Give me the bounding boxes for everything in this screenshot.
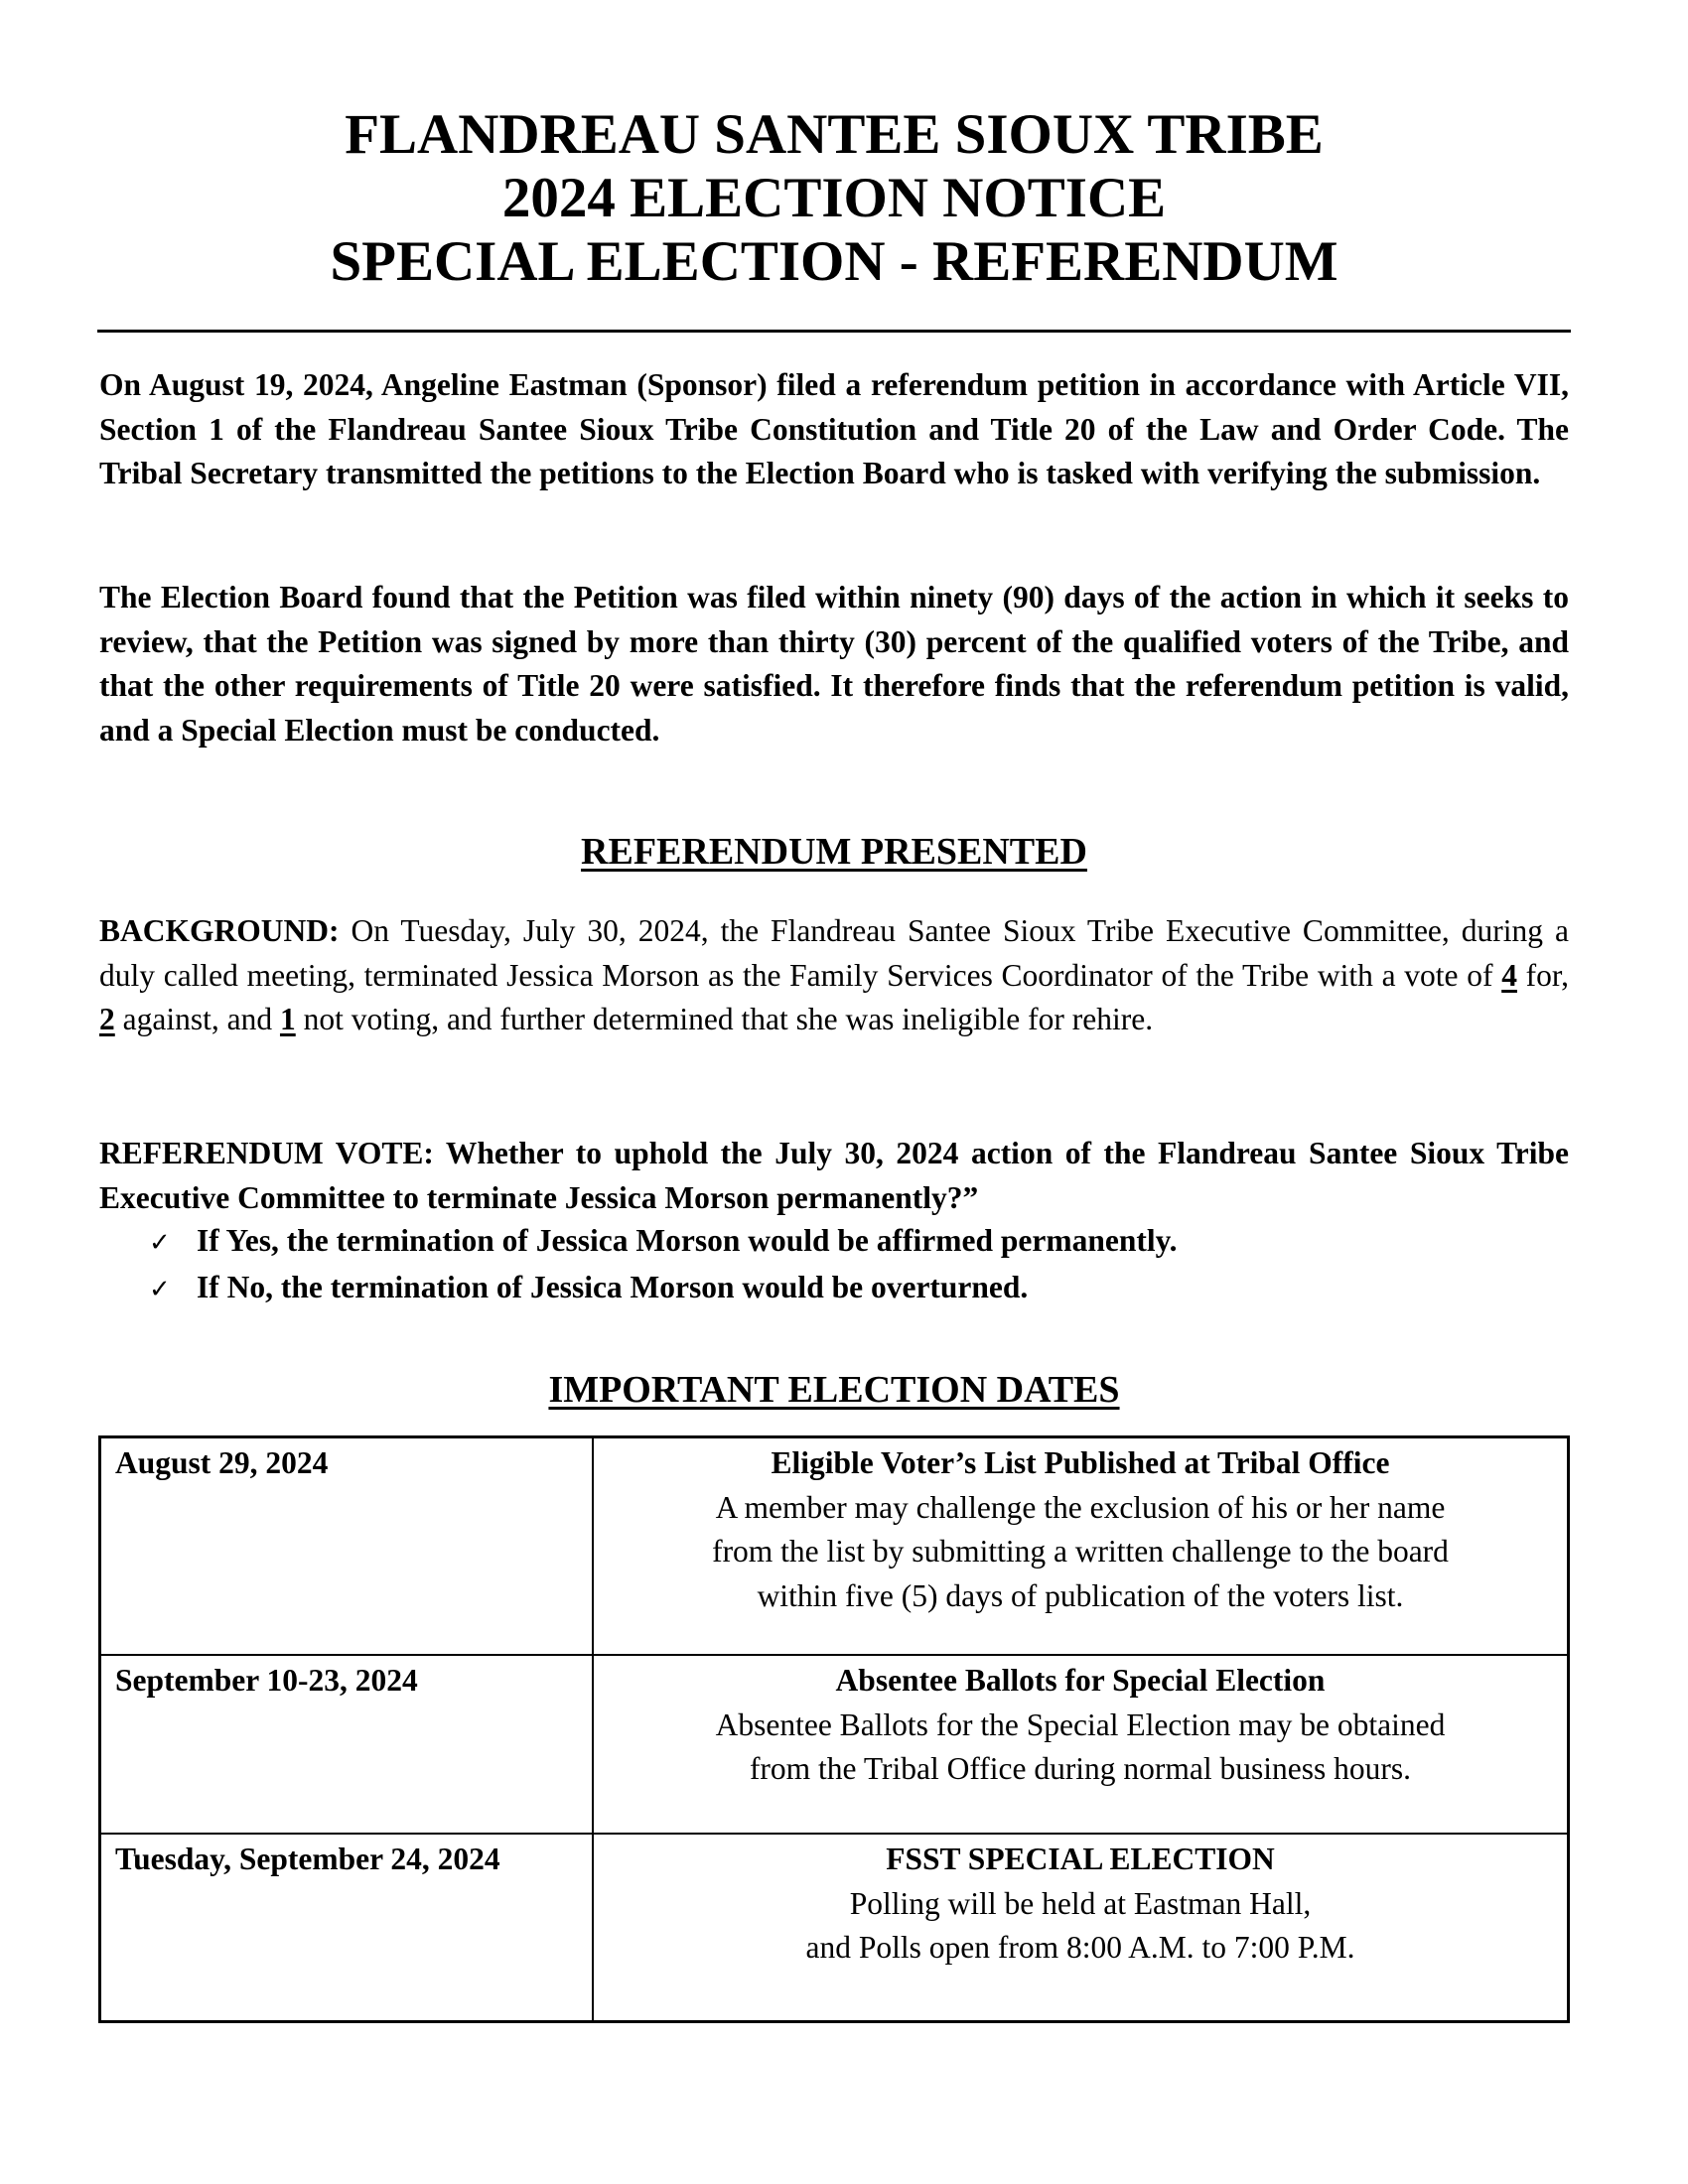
event-title: FSST SPECIAL ELECTION [886,1842,1275,1876]
description-cell [593,1834,1569,2022]
document-title [99,103,1569,294]
event-detail-line: Polling will be held at Eastman Hall, [849,1885,1312,1921]
vote-outcomes-list [149,1219,1569,1311]
background-text-3: against, and [114,1002,280,1036]
event-detail-line: within five (5) days of publication of the voters list. [757,1577,1404,1613]
event-detail-line: A member may challenge the exclusion of his or her name [715,1489,1446,1525]
title-line-tribe: FLANDREAU SANTEE SIOUX TRIBE [345,103,1324,166]
description-cell [593,1655,1569,1834]
section-heading-dates [99,1368,1569,1412]
intro-paragraph-board-findings: The Election Board found that the Petition was filed within ninety (90) days of the action in which it seeks to review, that the Petition was signed by more than thirty (30) percent of the qualified voters of the Tribe, and that the other requirements of Title 20 were satisfied. It therefore finds that the referendum petition is valid, and a Special Election must be conducted. [99,580,1569,748]
background-paragraph [99,909,1569,1042]
background-text-1: On Tuesday, July 30, 2024, the Flandreau Santee Sioux Tribe Executive Committee, during a duly called meeting, terminated Jessica Morson as the Family Services Coordinator of the Tribe with a vote of [99,913,1569,993]
table-row [100,1655,1569,1834]
background-label: BACKGROUND: [99,913,340,948]
votes-not-voting: 1 [279,1002,296,1036]
section-heading-referendum [99,830,1569,874]
table-row [100,1834,1569,2022]
event-title: Absentee Ballots for Special Election [835,1663,1326,1698]
table-row [100,1437,1569,1656]
vote-outcome-no-text: If No, the termination of Jessica Morson would be overturned. [197,1269,1029,1304]
date-cell: Tuesday, September 24, 2024 [100,1834,594,2022]
votes-against: 2 [99,1002,115,1036]
event-detail-line: Absentee Ballots for the Special Election may be obtained [715,1706,1446,1742]
date-cell: September 10-23, 2024 [100,1655,594,1834]
vote-outcome-yes [149,1219,1569,1266]
title-divider [97,330,1571,333]
referendum-heading-text: REFERENDUM PRESENTED [581,831,1087,873]
event-detail-line: and Polls open from 8:00 A.M. to 7:00 P.M. [805,1930,1355,1965]
dates-heading-text: IMPORTANT ELECTION DATES [548,1369,1120,1411]
description-cell [593,1437,1569,1656]
checkmark-icon: ✓ [149,1228,171,1258]
votes-for: 4 [1501,957,1517,993]
title-line-notice: 2024 ELECTION NOTICE [501,167,1167,229]
event-title: Eligible Voter’s List Published at Tribal Office [771,1445,1390,1480]
election-dates-table [98,1435,1570,2023]
title-line-referendum: SPECIAL ELECTION - REFERENDUM [330,230,1338,293]
background-text-2: for, [1516,957,1570,993]
intro-paragraph-petition: On August 19, 2024, Angeline Eastman (Sponsor) filed a referendum petition in accordance with Article VII, Section 1 of the Flandreau Santee Sioux Tribe Constitution and Title 20 of the Law and Order Code. The Tribal Secretary transmitted the petitions to the Election Board who is tasked with verifying the submission. [99,367,1569,490]
background-text-4: not voting, and further determined that she was ineligible for rehire. [295,1002,1154,1036]
checkmark-icon: ✓ [149,1274,171,1304]
date-cell: August 29, 2024 [100,1437,594,1656]
event-detail-line: from the list by submitting a written challenge to the board [712,1534,1449,1569]
vote-outcome-yes-text: If Yes, the termination of Jessica Morson would be affirmed permanently. [197,1223,1178,1258]
event-detail-line: from the Tribal Office during normal business hours. [749,1751,1412,1786]
referendum-vote-question: REFERENDUM VOTE: Whether to uphold the July 30, 2024 action of the Flandreau Santee Sioux Tribe Executive Committee to terminate Jessica Morson permanently?” [99,1136,1569,1215]
vote-outcome-no [149,1266,1569,1312]
